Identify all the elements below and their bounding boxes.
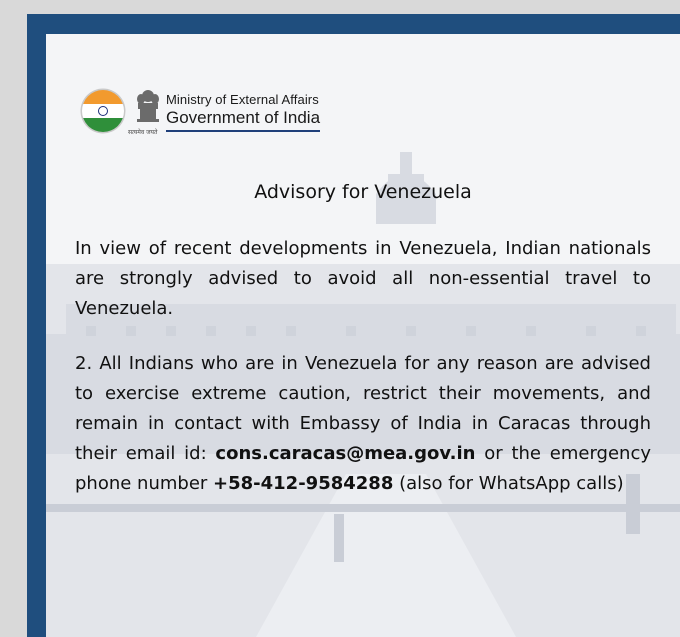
embassy-email: cons.caracas@mea.gov.in bbox=[215, 443, 476, 464]
advisory-paragraph-2 bbox=[75, 349, 651, 499]
mea-header bbox=[80, 88, 380, 138]
para2-text-c: (also for WhatsApp calls) bbox=[393, 473, 624, 494]
advisory-document bbox=[46, 34, 680, 637]
advisory-paragraph-1: In view of recent developments in Venezuela, Indian nationals are strongly advised to avoid all non-essential travel to Venezuela. bbox=[75, 238, 651, 319]
government-line: Government of India bbox=[166, 108, 320, 132]
advisory-title: Advisory for Venezuela bbox=[254, 181, 472, 203]
para2-text-a: 2. All Indians who are in Venezuela for any reason are advised to exercise extreme caution, restrict their movements, and remain in contact with Embassy of India in Caracas through their email id: bbox=[75, 353, 651, 464]
emergency-phone: +58-412-9584288 bbox=[213, 473, 394, 494]
para2-text-b: or the emergency phone number bbox=[75, 443, 651, 494]
emblem-motto: सत्यमेव जयते bbox=[128, 129, 158, 136]
ministry-line: Ministry of External Affairs bbox=[166, 92, 319, 107]
india-flag-icon bbox=[80, 88, 126, 134]
ministry-name bbox=[166, 92, 376, 132]
